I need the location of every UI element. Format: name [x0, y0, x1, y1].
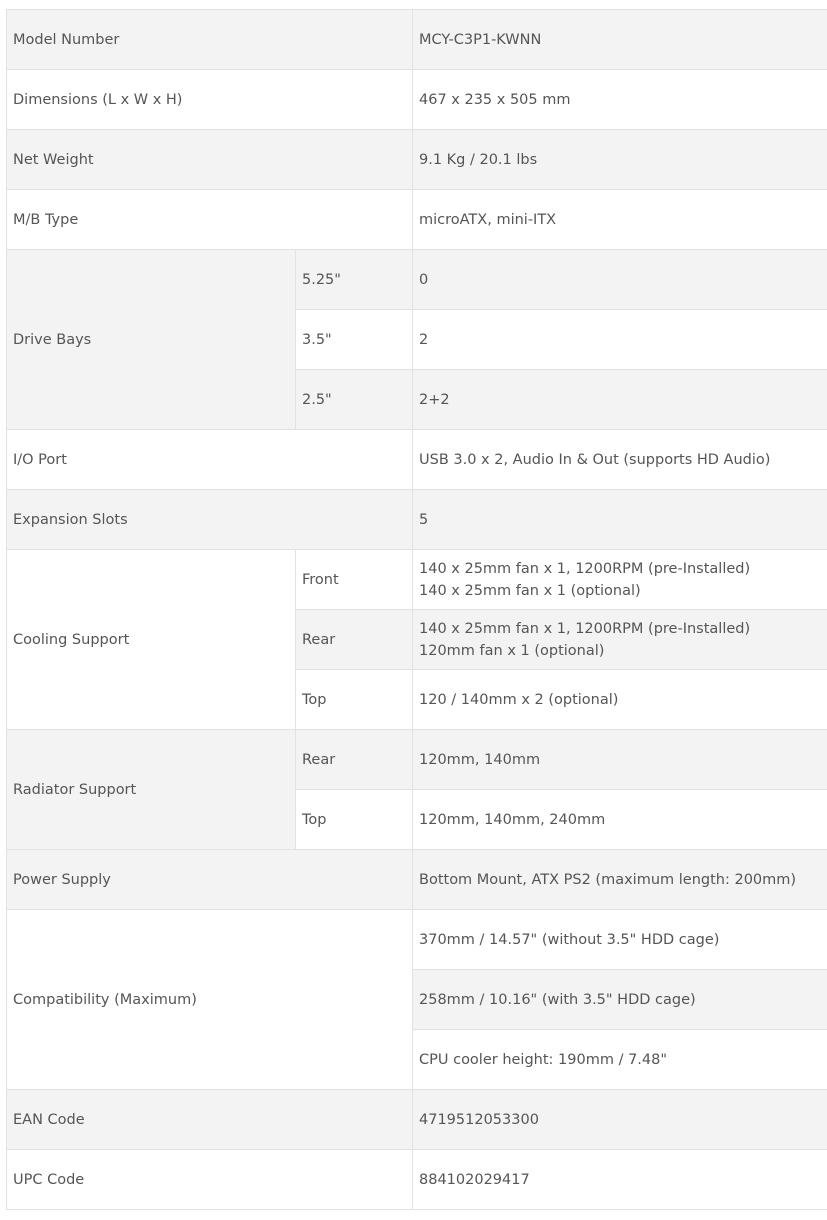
- spec-sublabel-radiator: Top: [296, 790, 413, 850]
- spec-value-line: 120 / 140mm x 2 (optional): [419, 691, 619, 708]
- spec-value-model-number: MCY-C3P1-KWNN: [413, 10, 827, 70]
- spec-value-io-port: USB 3.0 x 2, Audio In & Out (supports HD Audio): [413, 430, 827, 490]
- spec-value-dimensions: 467 x 235 x 505 mm: [413, 70, 827, 130]
- table-row: [7, 490, 827, 550]
- spec-value-upc-code: 884102029417: [413, 1150, 827, 1210]
- spec-value-drive-bay: 0: [413, 250, 827, 310]
- table-row: [7, 70, 827, 130]
- spec-value-radiator: 120mm, 140mm: [413, 730, 827, 790]
- specifications-table: [6, 9, 827, 1210]
- spec-value-compatibility: CPU cooler height: 190mm / 7.48": [413, 1030, 827, 1090]
- table-row: [7, 430, 827, 490]
- spec-label-dimensions: Dimensions (L x W x H): [7, 70, 413, 130]
- spec-value-line: 140 x 25mm fan x 1, 1200RPM (pre-Installed): [419, 620, 751, 637]
- spec-value-cooling: [413, 550, 827, 610]
- table-row: [7, 1150, 827, 1210]
- spec-label-net-weight: Net Weight: [7, 130, 413, 190]
- table-row: [7, 130, 827, 190]
- spec-label-upc-code: UPC Code: [7, 1150, 413, 1210]
- spec-label-mb-type: M/B Type: [7, 190, 413, 250]
- spec-label-expansion-slots: Expansion Slots: [7, 490, 413, 550]
- table-row: [7, 730, 827, 790]
- spec-value-line: 140 x 25mm fan x 1, 1200RPM (pre-Installed): [419, 560, 751, 577]
- spec-sublabel-cooling: Front: [296, 550, 413, 610]
- spec-value-cooling: [413, 670, 827, 730]
- spec-value-line: 120mm fan x 1 (optional): [419, 642, 605, 659]
- spec-label-compatibility: Compatibility (Maximum): [7, 910, 413, 1090]
- spec-value-compatibility: 370mm / 14.57" (without 3.5" HDD cage): [413, 910, 827, 970]
- spec-value-compatibility: 258mm / 10.16" (with 3.5" HDD cage): [413, 970, 827, 1030]
- spec-value-cooling: [413, 610, 827, 670]
- spec-value-mb-type: microATX, mini-ITX: [413, 190, 827, 250]
- spec-value-drive-bay: 2+2: [413, 370, 827, 430]
- table-row: [7, 250, 827, 310]
- spec-value-net-weight: 9.1 Kg / 20.1 lbs: [413, 130, 827, 190]
- spec-sublabel-drive-bay: 2.5": [296, 370, 413, 430]
- spec-label-radiator-support: Radiator Support: [7, 730, 296, 850]
- spec-value-expansion-slots: 5: [413, 490, 827, 550]
- spec-label-power-supply: Power Supply: [7, 850, 413, 910]
- spec-label-drive-bays: Drive Bays: [7, 250, 296, 430]
- table-row: [7, 1090, 827, 1150]
- spec-label-model-number: Model Number: [7, 10, 413, 70]
- table-row: [7, 10, 827, 70]
- table-row: [7, 910, 827, 970]
- spec-label-io-port: I/O Port: [7, 430, 413, 490]
- spec-value-radiator: 120mm, 140mm, 240mm: [413, 790, 827, 850]
- table-row: [7, 190, 827, 250]
- table-row: [7, 850, 827, 910]
- spec-label-ean-code: EAN Code: [7, 1090, 413, 1150]
- spec-value-line: 140 x 25mm fan x 1 (optional): [419, 582, 641, 599]
- spec-value-power-supply: Bottom Mount, ATX PS2 (maximum length: 200mm): [413, 850, 827, 910]
- spec-sublabel-cooling: Top: [296, 670, 413, 730]
- table-row: [7, 550, 827, 610]
- spec-sublabel-drive-bay: 3.5": [296, 310, 413, 370]
- spec-sublabel-radiator: Rear: [296, 730, 413, 790]
- spec-value-ean-code: 4719512053300: [413, 1090, 827, 1150]
- spec-value-drive-bay: 2: [413, 310, 827, 370]
- spec-sublabel-cooling: Rear: [296, 610, 413, 670]
- spec-sublabel-drive-bay: 5.25": [296, 250, 413, 310]
- spec-label-cooling-support: Cooling Support: [7, 550, 296, 730]
